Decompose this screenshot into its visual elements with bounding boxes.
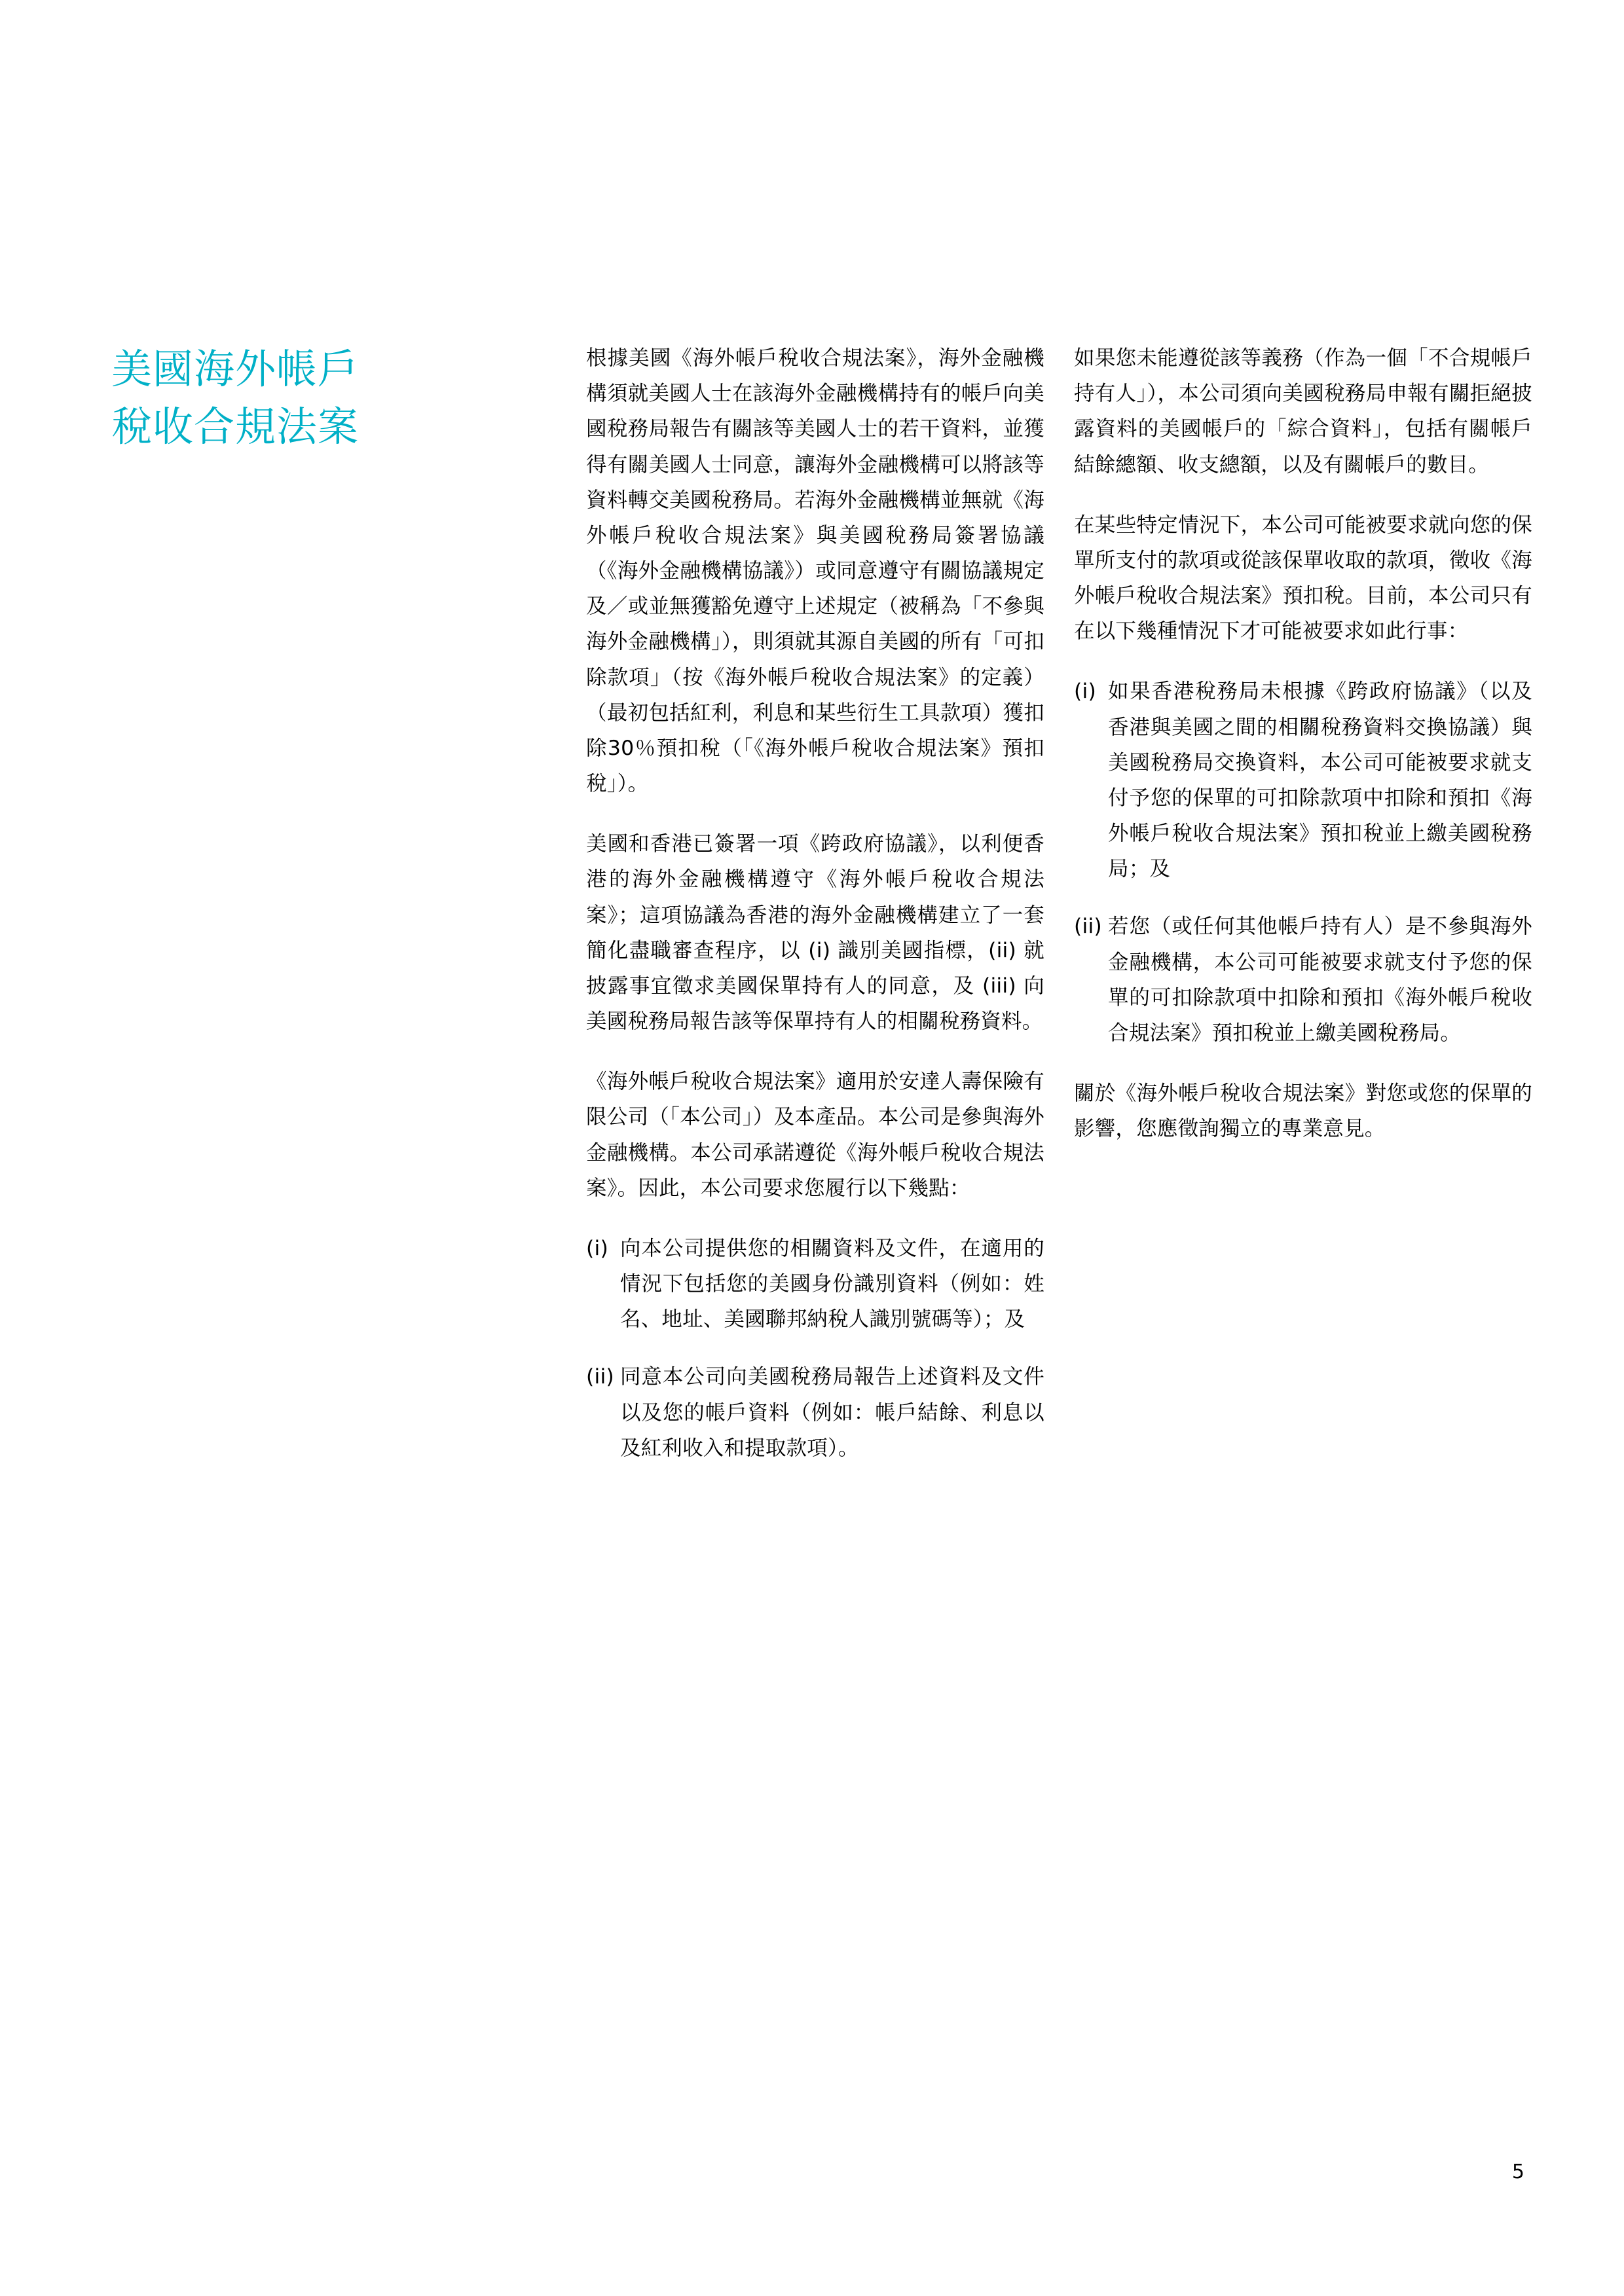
list-item-marker: (i) xyxy=(1074,680,1096,704)
list-item xyxy=(586,1231,1044,1338)
list-item-marker: (ii) xyxy=(1074,915,1102,939)
list-item-text: 若您（或任何其他帳戶持有人）是不參與海外金融機構，本公司可能被要求就支付予您的保單的可扣除款項中扣除和預扣《海外帳戶稅收合規法案》預扣稅並上繳美國稅務局。 xyxy=(1108,915,1532,1045)
paragraph: 關於《海外帳戶稅收合規法案》對您或您的保單的影響，您應徵詢獨立的專業意見。 xyxy=(1074,1082,1532,1141)
list-item-text: 如果香港稅務局未根據《跨政府協議》（以及香港與美國之間的相關稅務資料交換協議）與美國稅務局交換資料，本公司可能被要求就支付予您的保單的可扣除款項中扣除和預扣《海外帳戶稅收合規法案》預扣稅並上繳美國稅務局；及 xyxy=(1108,680,1532,881)
paragraph: 美國和香港已簽署一項《跨政府協議》，以利便香港的海外金融機構遵守《海外帳戶稅收合規法案》；這項協議為香港的海外金融機構建立了一套簡化盡職審查程序，以 (i) 識別美國指標，(ii) 就披露事宜徵求美國保單持有人的同意，及 (iii) 向美國稅務局報告該等保單持有人的相關稅務資料。 xyxy=(586,832,1044,1034)
paragraph: 如果您未能遵從該等義務（作為一個「不合規帳戶持有人」），本公司須向美國稅務局申報有關拒絕披露資料的美國帳戶的「綜合資料」，包括有關帳戶結餘總額、收支總額，以及有關帳戶的數目。 xyxy=(1074,346,1532,477)
page-title-line-2: 稅收合規法案 xyxy=(111,403,360,451)
ordered-list xyxy=(1074,674,1532,1051)
list-item-text: 同意本公司向美國稅務局報告上述資料及文件以及您的帳戶資料（例如：帳戶結餘、利息以及紅利收入和提取款項）。 xyxy=(620,1365,1044,1460)
page-left-margin-band xyxy=(0,0,45,2296)
list-item xyxy=(1074,909,1532,1051)
paragraph: 《海外帳戶稅收合規法案》適用於安達人壽保險有限公司（「本公司」）及本產品。本公司是參與海外金融機構。本公司承諾遵從《海外帳戶稅收合規法案》。因此，本公司要求您履行以下幾點： xyxy=(586,1070,1044,1200)
ordered-list xyxy=(586,1231,1044,1466)
list-item-marker: (ii) xyxy=(586,1365,614,1389)
right-text-column xyxy=(1074,340,1532,1146)
paragraph: 在某些特定情況下，本公司可能被要求就向您的保單所支付的款項或從該保單收取的款項，徵收《海外帳戶稅收合規法案》預扣稅。目前，本公司只有在以下幾種情況下才可能被要求如此行事： xyxy=(1074,513,1532,644)
list-item-marker: (i) xyxy=(586,1236,608,1260)
paragraph: 根據美國《海外帳戶稅收合規法案》，海外金融機構須就美國人士在該海外金融機構持有的帳戶向美國稅務局報告有關該等美國人士的若干資料，並獲得有關美國人士同意，讓海外金融機構可以將該等資料轉交美國稅務局。若海外金融機構並無就《海外帳戶稅收合規法案》與美國稅務局簽署協議（《海外金融機構協議》）或同意遵守有關協議規定及／或並無獲豁免遵守上述規定（被稱為「不參與海外金融機構」），則須就其源自美國的所有「可扣除款項」（按《海外帳戶稅收合規法案》的定義）（最初包括紅利，利息和某些衍生工具款項）獲扣除30％預扣稅（「《海外帳戶稅收合規法案》預扣稅」）。 xyxy=(586,346,1044,796)
middle-text-column xyxy=(586,340,1044,1491)
page-title-line-1: 美國海外帳戶 xyxy=(111,345,360,393)
page-title xyxy=(111,340,570,456)
page-number: 5 xyxy=(1511,2160,1524,2183)
list-item xyxy=(586,1359,1044,1466)
list-item-text: 向本公司提供您的相關資料及文件，在適用的情況下包括您的美國身份識別資料（例如：姓名、地址、美國聯邦納稅人識別號碼等）；及 xyxy=(620,1236,1044,1332)
list-item xyxy=(1074,674,1532,886)
